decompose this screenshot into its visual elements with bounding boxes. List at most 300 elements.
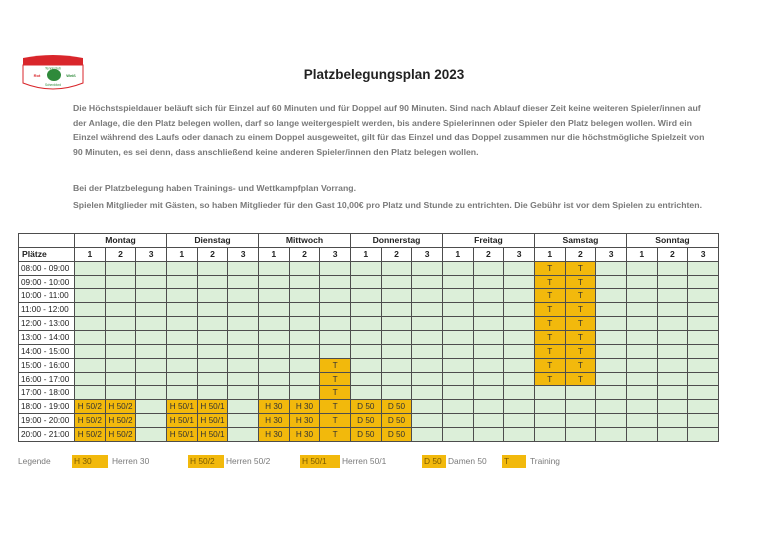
court-header: 3 [136,247,167,261]
free-slot [258,289,289,303]
free-slot [136,303,167,317]
booked-slot: H 50/1 [166,414,197,428]
free-slot [75,275,106,289]
free-slot [197,386,228,400]
free-slot [75,331,106,345]
booked-slot: T [534,261,565,275]
time-slot-label: 11:00 - 12:00 [19,303,75,317]
free-slot [596,400,627,414]
free-slot [412,400,443,414]
free-slot [626,372,657,386]
free-slot [657,400,688,414]
free-slot [197,344,228,358]
free-slot [381,358,412,372]
free-slot [381,331,412,345]
court-header: 2 [105,247,136,261]
free-slot [258,386,289,400]
free-slot [412,303,443,317]
day-header: Montag [75,234,167,248]
free-slot [136,344,167,358]
free-slot [136,400,167,414]
legend-swatch: T [502,455,526,468]
booked-slot: T [534,275,565,289]
free-slot [105,289,136,303]
free-slot [504,358,535,372]
booked-slot: D 50 [350,400,381,414]
court-header: 2 [565,247,596,261]
free-slot [289,275,320,289]
free-slot [136,261,167,275]
free-slot [596,358,627,372]
free-slot [657,303,688,317]
free-slot [688,261,719,275]
table-row [19,331,719,345]
free-slot [657,386,688,400]
free-slot [473,331,504,345]
free-slot [504,317,535,331]
free-slot [166,261,197,275]
free-slot [504,303,535,317]
free-slot [504,400,535,414]
time-slot-label: 18:00 - 19:00 [19,400,75,414]
free-slot [596,289,627,303]
booked-slot: T [320,372,351,386]
table-row [19,414,719,428]
booked-slot: T [534,331,565,345]
court-header: 1 [75,247,106,261]
free-slot [596,386,627,400]
free-slot [289,386,320,400]
free-slot [228,358,259,372]
booked-slot: H 30 [258,428,289,442]
court-header: 3 [412,247,443,261]
rules-paragraph: Die Höchstspieldauer beläuft sich für Einzel auf 60 Minuten und für Doppel auf 90 Minuten. Sind nach Ablauf dieser Zeit keine weiteren Spieler/innen auf der Anlage, die den Platz belegen wollen, darf so lange weitergespielt werden, bis andere Spielerinnen oder Spieler den Platz belegen wollen. Wird ein Einzel während des Laufs oder danach zu einem Doppel ausgeweitet, gilt für das Einzel und das Doppel zusammen nur die höchstmögliche Spielzeit von 90 Minuten, es sei denn, dass anschließend keine anderen Spieler/innen den Platz belegen wollen. [73,103,705,157]
legend-item-label: Herren 30 [112,456,150,466]
free-slot [228,428,259,442]
free-slot [289,303,320,317]
free-slot [136,428,167,442]
free-slot [136,358,167,372]
time-slot-label: 19:00 - 20:00 [19,414,75,428]
free-slot [228,303,259,317]
booked-slot: D 50 [350,414,381,428]
free-slot [166,289,197,303]
free-slot [320,289,351,303]
legend-item-label: Herren 50/2 [226,456,271,466]
free-slot [442,261,473,275]
free-slot [75,261,106,275]
free-slot [105,317,136,331]
free-slot [136,331,167,345]
booked-slot: T [534,344,565,358]
free-slot [504,289,535,303]
free-slot [166,317,197,331]
booked-slot: H 50/1 [166,400,197,414]
free-slot [534,400,565,414]
free-slot [381,275,412,289]
booked-slot: T [565,331,596,345]
free-slot [596,428,627,442]
day-header: Donnerstag [350,234,442,248]
free-slot [350,289,381,303]
free-slot [228,317,259,331]
free-slot [350,317,381,331]
booked-slot: T [534,372,565,386]
time-slot-label: 14:00 - 15:00 [19,344,75,358]
free-slot [473,261,504,275]
free-slot [596,331,627,345]
free-slot [228,386,259,400]
booked-slot: T [534,358,565,372]
free-slot [688,400,719,414]
free-slot [442,414,473,428]
free-slot [688,344,719,358]
free-slot [626,428,657,442]
free-slot [473,386,504,400]
time-slot-label: 09:00 - 10:00 [19,275,75,289]
day-header: Mittwoch [258,234,350,248]
free-slot [320,261,351,275]
free-slot [136,275,167,289]
free-slot [504,428,535,442]
booked-slot: H 30 [258,400,289,414]
free-slot [412,372,443,386]
free-slot [166,331,197,345]
free-slot [197,303,228,317]
free-slot [197,358,228,372]
free-slot [258,303,289,317]
logo-left-word: Rot [33,73,41,78]
free-slot [412,414,443,428]
free-slot [197,331,228,345]
court-header: 2 [381,247,412,261]
free-slot [504,372,535,386]
free-slot [412,428,443,442]
court-header: 3 [228,247,259,261]
free-slot [442,372,473,386]
booked-slot: T [320,400,351,414]
free-slot [596,261,627,275]
free-slot [197,289,228,303]
free-slot [381,261,412,275]
booking-table [18,233,719,442]
free-slot [289,261,320,275]
free-slot [197,317,228,331]
free-slot [381,303,412,317]
free-slot [289,344,320,358]
free-slot [412,331,443,345]
free-slot [320,344,351,358]
free-slot [688,289,719,303]
booked-slot: T [534,303,565,317]
free-slot [412,275,443,289]
free-slot [381,289,412,303]
booked-slot: T [565,317,596,331]
free-slot [166,344,197,358]
table-row [19,344,719,358]
booked-slot: H 50/1 [166,428,197,442]
free-slot [688,303,719,317]
free-slot [626,358,657,372]
court-header: 3 [320,247,351,261]
day-header: Samstag [534,234,626,248]
booked-slot: H 50/1 [197,428,228,442]
booked-slot: T [565,275,596,289]
free-slot [75,303,106,317]
booked-slot: H 30 [289,428,320,442]
free-slot [657,428,688,442]
free-slot [657,317,688,331]
day-header: Freitag [442,234,534,248]
free-slot [105,275,136,289]
free-slot [166,372,197,386]
free-slot [442,289,473,303]
free-slot [228,344,259,358]
free-slot [105,261,136,275]
free-slot [197,275,228,289]
free-slot [657,358,688,372]
free-slot [412,386,443,400]
free-slot [473,303,504,317]
free-slot [534,414,565,428]
free-slot [381,386,412,400]
free-slot [473,358,504,372]
legend-swatch: D 50 [422,455,446,468]
court-header: 1 [626,247,657,261]
free-slot [626,261,657,275]
free-slot [258,261,289,275]
free-slot [442,303,473,317]
free-slot [412,344,443,358]
free-slot [565,386,596,400]
table-row [19,289,719,303]
court-header: 2 [197,247,228,261]
page-title: Platzbelegungsplan 2023 [303,67,465,82]
free-slot [596,372,627,386]
booked-slot: D 50 [350,428,381,442]
free-slot [473,289,504,303]
free-slot [258,331,289,345]
booked-slot: H 50/2 [105,414,136,428]
free-slot [626,289,657,303]
free-slot [412,261,443,275]
free-slot [534,428,565,442]
table-row [19,358,719,372]
free-slot [289,317,320,331]
booked-slot: T [565,289,596,303]
free-slot [473,275,504,289]
free-slot [320,303,351,317]
free-slot [442,331,473,345]
free-slot [350,331,381,345]
table-row [19,428,719,442]
free-slot [626,400,657,414]
booked-slot: H 50/2 [105,400,136,414]
booked-slot: T [320,358,351,372]
court-header: 1 [442,247,473,261]
court-header: 2 [473,247,504,261]
free-slot [565,428,596,442]
booked-slot: T [565,261,596,275]
free-slot [166,275,197,289]
booked-slot: T [320,386,351,400]
row-header-label: Plätze [19,247,75,261]
free-slot [504,344,535,358]
free-slot [258,358,289,372]
free-slot [166,358,197,372]
free-slot [289,331,320,345]
free-slot [504,386,535,400]
time-slot-label: 16:00 - 17:00 [19,372,75,386]
free-slot [626,414,657,428]
free-slot [228,331,259,345]
booked-slot: H 30 [289,400,320,414]
table-row [19,317,719,331]
free-slot [258,344,289,358]
free-slot [105,344,136,358]
booked-slot: H 30 [258,414,289,428]
table-row [19,372,719,386]
booked-slot: T [565,372,596,386]
free-slot [350,303,381,317]
booked-slot: D 50 [381,414,412,428]
free-slot [504,414,535,428]
free-slot [596,303,627,317]
court-header: 3 [596,247,627,261]
free-slot [473,400,504,414]
free-slot [565,414,596,428]
booked-slot: H 50/2 [75,428,106,442]
court-header: 2 [289,247,320,261]
time-slot-label: 10:00 - 11:00 [19,289,75,303]
free-slot [105,358,136,372]
free-slot [688,358,719,372]
free-slot [105,303,136,317]
booked-slot: T [320,414,351,428]
time-slot-label: 20:00 - 21:00 [19,428,75,442]
free-slot [228,289,259,303]
day-header: Dienstag [166,234,258,248]
free-slot [228,400,259,414]
free-slot [504,275,535,289]
free-slot [320,275,351,289]
free-slot [75,289,106,303]
free-slot [442,344,473,358]
legend-swatch: H 30 [72,455,108,468]
free-slot [657,344,688,358]
free-slot [166,303,197,317]
free-slot [657,414,688,428]
free-slot [473,372,504,386]
booked-slot: H 50/2 [105,428,136,442]
free-slot [688,386,719,400]
booked-slot: T [565,358,596,372]
table-row [19,275,719,289]
free-slot [350,275,381,289]
free-slot [228,275,259,289]
time-slot-label: 12:00 - 13:00 [19,317,75,331]
table-row [19,386,719,400]
free-slot [350,386,381,400]
free-slot [412,289,443,303]
court-header: 3 [504,247,535,261]
free-slot [534,386,565,400]
free-slot [289,289,320,303]
free-slot [473,344,504,358]
free-slot [75,317,106,331]
free-slot [412,317,443,331]
free-slot [442,317,473,331]
free-slot [504,331,535,345]
free-slot [75,386,106,400]
free-slot [442,400,473,414]
legend-label: Legende [18,456,51,466]
corner-cell [19,234,75,248]
booked-slot: D 50 [381,400,412,414]
free-slot [75,358,106,372]
free-slot [258,275,289,289]
free-slot [258,372,289,386]
free-slot [626,386,657,400]
free-slot [565,400,596,414]
booked-slot: H 50/2 [75,414,106,428]
time-slot-label: 13:00 - 14:00 [19,331,75,345]
legend-swatch: H 50/1 [300,455,340,468]
table-row [19,261,719,275]
priority-paragraph: Bei der Platzbelegung haben Trainings- und Wettkampfplan Vorrang. [73,183,357,193]
free-slot [596,414,627,428]
free-slot [688,372,719,386]
time-slot-label: 08:00 - 09:00 [19,261,75,275]
booked-slot: H 30 [289,414,320,428]
free-slot [320,331,351,345]
free-slot [75,344,106,358]
logo-right-word: Weiß [66,73,76,78]
court-header: 1 [534,247,565,261]
legend-item-label: Damen 50 [448,456,487,466]
court-header: 1 [258,247,289,261]
logo-line-bottom: Schenkford [44,83,62,87]
court-header: 1 [350,247,381,261]
free-slot [688,317,719,331]
free-slot [442,428,473,442]
free-slot [442,386,473,400]
free-slot [136,372,167,386]
free-slot [197,261,228,275]
free-slot [504,261,535,275]
booked-slot: T [534,289,565,303]
booked-slot: H 50/1 [197,400,228,414]
table-row [19,303,719,317]
booked-slot: H 50/2 [75,400,106,414]
free-slot [289,372,320,386]
free-slot [473,428,504,442]
free-slot [381,372,412,386]
free-slot [381,317,412,331]
free-slot [596,317,627,331]
free-slot [626,303,657,317]
legend-item-label: Training [530,456,560,466]
free-slot [657,275,688,289]
free-slot [105,372,136,386]
free-slot [381,344,412,358]
booked-slot: T [534,317,565,331]
free-slot [626,344,657,358]
free-slot [75,372,106,386]
free-slot [350,344,381,358]
table-row [19,400,719,414]
free-slot [442,275,473,289]
